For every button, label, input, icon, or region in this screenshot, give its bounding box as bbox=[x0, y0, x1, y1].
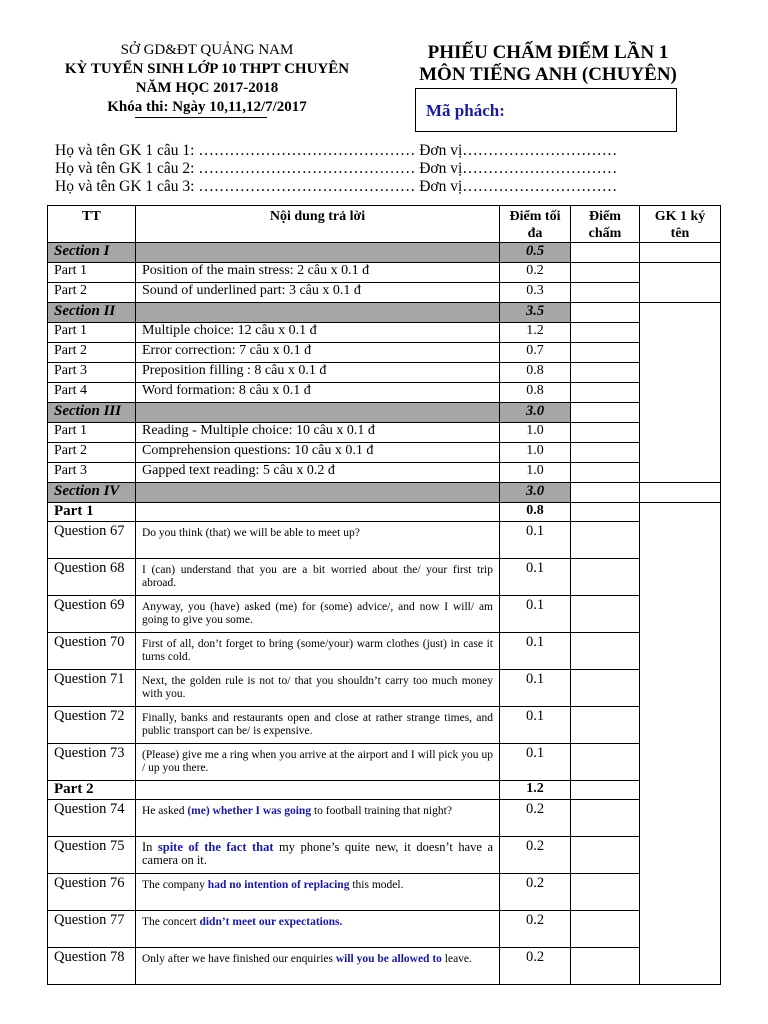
section-row bbox=[48, 303, 721, 323]
row-label: Question 73 bbox=[48, 744, 136, 781]
row-content: Comprehension questions: 10 câu x 0.1 đ bbox=[136, 443, 500, 463]
part-row bbox=[48, 443, 721, 463]
max-score: 0.1 bbox=[500, 633, 571, 670]
max-score: 1.2 bbox=[500, 781, 571, 800]
row-content bbox=[136, 911, 500, 948]
row-content bbox=[136, 483, 500, 503]
grader-sign-cell[interactable] bbox=[640, 263, 721, 303]
row-content bbox=[136, 243, 500, 263]
ma-phach-label: Mã phách: bbox=[426, 101, 505, 120]
heading-underline bbox=[135, 117, 267, 118]
score-input-cell[interactable] bbox=[571, 363, 640, 383]
row-label: Question 76 bbox=[48, 874, 136, 911]
max-score: 0.2 bbox=[500, 800, 571, 837]
max-score: 0.8 bbox=[500, 383, 571, 403]
row-label: Part 1 bbox=[48, 263, 136, 283]
answer-highlight: (me) whether I was going bbox=[187, 805, 312, 817]
row-label: Section I bbox=[48, 243, 136, 263]
row-content bbox=[136, 874, 500, 911]
score-input-cell[interactable] bbox=[571, 633, 640, 670]
sheet-title-line1: PHIẾU CHẤM ĐIỂM LẦN 1 bbox=[427, 42, 669, 63]
part-row bbox=[48, 503, 721, 522]
part-row bbox=[48, 383, 721, 403]
grader-sign-cell[interactable] bbox=[640, 483, 721, 503]
row-content bbox=[136, 800, 500, 837]
score-input-cell[interactable] bbox=[571, 303, 640, 323]
row-label: Part 1 bbox=[48, 423, 136, 443]
exam-date: Khóa thi: Ngày 10,11,12/7/2017 bbox=[107, 99, 307, 115]
row-content bbox=[136, 837, 500, 874]
department-heading bbox=[42, 41, 372, 117]
row-content bbox=[136, 744, 500, 781]
answer-highlight: had no intention of replacing bbox=[207, 879, 350, 891]
question-row bbox=[48, 837, 721, 874]
max-score: 0.2 bbox=[500, 263, 571, 283]
score-input-cell[interactable] bbox=[571, 837, 640, 874]
max-score: 0.1 bbox=[500, 522, 571, 559]
max-score: 0.2 bbox=[500, 948, 571, 985]
answer-text: (Please) give me a ring when you arrive at the airport and I will pick you up / up you there. bbox=[142, 749, 493, 774]
section-row bbox=[48, 403, 721, 423]
answer-text: In bbox=[142, 840, 158, 854]
row-content bbox=[136, 948, 500, 985]
row-label: Section II bbox=[48, 303, 136, 323]
score-input-cell[interactable] bbox=[571, 263, 640, 283]
answer-text: He asked bbox=[142, 805, 188, 817]
question-row bbox=[48, 874, 721, 911]
score-input-cell[interactable] bbox=[571, 323, 640, 343]
question-row bbox=[48, 800, 721, 837]
max-score: 0.7 bbox=[500, 343, 571, 363]
header-grader-sign: GK 1 ký tên bbox=[640, 206, 721, 243]
max-score: 0.1 bbox=[500, 670, 571, 707]
part-row bbox=[48, 323, 721, 343]
max-score: 0.1 bbox=[500, 559, 571, 596]
score-input-cell[interactable] bbox=[571, 423, 640, 443]
score-input-cell[interactable] bbox=[571, 503, 640, 522]
max-score: 3.0 bbox=[500, 483, 571, 503]
part-row bbox=[48, 283, 721, 303]
row-content bbox=[136, 633, 500, 670]
score-input-cell[interactable] bbox=[571, 243, 640, 263]
question-row bbox=[48, 707, 721, 744]
score-table bbox=[47, 205, 721, 985]
score-input-cell[interactable] bbox=[571, 383, 640, 403]
row-label: Part 1 bbox=[48, 503, 136, 522]
header-max-score: Điểm tối đa bbox=[500, 206, 571, 243]
row-content bbox=[136, 707, 500, 744]
row-label: Question 67 bbox=[48, 522, 136, 559]
grader-line-1: Họ và tên GK 1 câu 1: …………………………………… Đơn vị………………………… bbox=[55, 142, 618, 159]
part-row bbox=[48, 343, 721, 363]
score-input-cell[interactable] bbox=[571, 707, 640, 744]
row-label: Part 1 bbox=[48, 323, 136, 343]
row-content bbox=[136, 559, 500, 596]
question-row bbox=[48, 633, 721, 670]
row-label: Section III bbox=[48, 403, 136, 423]
score-input-cell[interactable] bbox=[571, 948, 640, 985]
exam-name: KỲ TUYỂN SINH LỚP 10 THPT CHUYÊN bbox=[64, 61, 350, 77]
max-score: 0.8 bbox=[500, 363, 571, 383]
row-content: Word formation: 8 câu x 0.1 đ bbox=[136, 383, 500, 403]
row-label: Part 3 bbox=[48, 363, 136, 383]
row-label: Part 2 bbox=[48, 443, 136, 463]
header-score: Điểm chấm bbox=[571, 206, 640, 243]
answer-text: Next, the golden rule is not to/ that you shouldn’t carry too much money with you. bbox=[142, 675, 493, 700]
sheet-title bbox=[395, 42, 701, 86]
sheet-title-line2: MÔN TIẾNG ANH (CHUYÊN) bbox=[419, 64, 677, 85]
row-label: Question 70 bbox=[48, 633, 136, 670]
score-input-cell[interactable] bbox=[571, 443, 640, 463]
row-label: Question 69 bbox=[48, 596, 136, 633]
score-input-cell[interactable] bbox=[571, 744, 640, 781]
header-tt: TT bbox=[48, 206, 136, 243]
grader-sign-cell[interactable] bbox=[640, 303, 721, 483]
max-score: 1.2 bbox=[500, 323, 571, 343]
row-content: Multiple choice: 12 câu x 0.1 đ bbox=[136, 323, 500, 343]
max-score: 0.1 bbox=[500, 744, 571, 781]
row-label: Question 78 bbox=[48, 948, 136, 985]
max-score: 1.0 bbox=[500, 463, 571, 483]
max-score: 3.0 bbox=[500, 403, 571, 423]
row-content: Preposition filling : 8 câu x 0.1 đ bbox=[136, 363, 500, 383]
score-input-cell[interactable] bbox=[571, 522, 640, 559]
row-content: Gapped text reading: 5 câu x 0.2 đ bbox=[136, 463, 500, 483]
max-score: 0.2 bbox=[500, 874, 571, 911]
part-row bbox=[48, 423, 721, 443]
table-header-row bbox=[48, 206, 721, 243]
row-label: Question 77 bbox=[48, 911, 136, 948]
grader-sign-cell[interactable] bbox=[640, 243, 721, 263]
row-label: Part 2 bbox=[48, 343, 136, 363]
score-input-cell[interactable] bbox=[571, 781, 640, 800]
answer-text: Anyway, you (have) asked (me) for (some) advice/, and now I will/ am going to give you some. bbox=[142, 601, 493, 626]
answer-text: Finally, banks and restaurants open and close at rather strange times, and public transport can be/ is expensive. bbox=[142, 712, 493, 737]
question-row bbox=[48, 911, 721, 948]
grader-line-2: Họ và tên GK 1 câu 2: …………………………………… Đơn vị………………………… bbox=[55, 160, 618, 177]
answer-text: Only after we have finished our enquiries bbox=[142, 953, 336, 965]
max-score: 0.8 bbox=[500, 503, 571, 522]
row-content bbox=[136, 403, 500, 423]
answer-text: The company bbox=[142, 879, 208, 891]
max-score: 0.1 bbox=[500, 707, 571, 744]
row-label: Part 4 bbox=[48, 383, 136, 403]
row-label: Part 3 bbox=[48, 463, 136, 483]
row-label: Question 71 bbox=[48, 670, 136, 707]
max-score: 0.3 bbox=[500, 283, 571, 303]
question-row bbox=[48, 559, 721, 596]
score-input-cell[interactable] bbox=[571, 483, 640, 503]
score-input-cell[interactable] bbox=[571, 800, 640, 837]
ma-phach-box[interactable] bbox=[415, 88, 677, 132]
score-input-cell[interactable] bbox=[571, 463, 640, 483]
row-content bbox=[136, 303, 500, 323]
row-label: Section IV bbox=[48, 483, 136, 503]
question-row bbox=[48, 522, 721, 559]
row-content bbox=[136, 522, 500, 559]
answer-text: The concert bbox=[142, 916, 200, 928]
question-row bbox=[48, 670, 721, 707]
header-content: Nội dung trả lời bbox=[136, 206, 500, 243]
part-row bbox=[48, 263, 721, 283]
max-score: 0.1 bbox=[500, 596, 571, 633]
row-content bbox=[136, 596, 500, 633]
answer-text: First of all, don’t forget to bring (some/your) warm clothes (just) in case it turns cold. bbox=[142, 638, 493, 663]
answer-text: this model. bbox=[349, 879, 404, 891]
row-label: Question 75 bbox=[48, 837, 136, 874]
answer-text: Do you think (that) we will be able to meet up? bbox=[142, 527, 360, 539]
answer-text: my phone’s quite new, it doesn’t have a camera on it. bbox=[142, 840, 493, 867]
part-row bbox=[48, 363, 721, 383]
score-input-cell[interactable] bbox=[571, 670, 640, 707]
section-row bbox=[48, 483, 721, 503]
row-label: Question 68 bbox=[48, 559, 136, 596]
score-input-cell[interactable] bbox=[571, 596, 640, 633]
part-row bbox=[48, 463, 721, 483]
answer-text: to football training that night? bbox=[311, 805, 452, 817]
max-score: 0.2 bbox=[500, 911, 571, 948]
row-content bbox=[136, 503, 500, 522]
answer-text: I (can) understand that you are a bit worried about the/ your first trip abroad. bbox=[142, 564, 493, 589]
score-input-cell[interactable] bbox=[571, 343, 640, 363]
school-year: NĂM HỌC 2017-2018 bbox=[135, 80, 279, 96]
max-score: 0.2 bbox=[500, 837, 571, 874]
part-row bbox=[48, 781, 721, 800]
row-label: Part 2 bbox=[48, 781, 136, 800]
max-score: 3.5 bbox=[500, 303, 571, 323]
score-input-cell[interactable] bbox=[571, 874, 640, 911]
row-content bbox=[136, 670, 500, 707]
row-content: Reading - Multiple choice: 10 câu x 0.1 đ bbox=[136, 423, 500, 443]
row-label: Question 72 bbox=[48, 707, 136, 744]
question-row bbox=[48, 948, 721, 985]
row-label: Part 2 bbox=[48, 283, 136, 303]
section-row bbox=[48, 243, 721, 263]
answer-highlight: will you be allowed to bbox=[335, 953, 442, 965]
max-score: 1.0 bbox=[500, 423, 571, 443]
department-name: SỞ GD&ĐT QUẢNG NAM bbox=[120, 42, 294, 58]
question-row bbox=[48, 596, 721, 633]
row-content: Error correction: 7 câu x 0.1 đ bbox=[136, 343, 500, 363]
score-input-cell[interactable] bbox=[571, 559, 640, 596]
max-score: 1.0 bbox=[500, 443, 571, 463]
score-input-cell[interactable] bbox=[571, 911, 640, 948]
score-input-cell[interactable] bbox=[571, 403, 640, 423]
row-content: Position of the main stress: 2 câu x 0.1 đ bbox=[136, 263, 500, 283]
answer-highlight: didn’t meet our expectations. bbox=[199, 916, 343, 928]
row-content: Sound of underlined part: 3 câu x 0.1 đ bbox=[136, 283, 500, 303]
answer-text: leave. bbox=[441, 953, 472, 965]
max-score: 0.5 bbox=[500, 243, 571, 263]
grader-line-3: Họ và tên GK 1 câu 3: …………………………………… Đơn vị………………………… bbox=[55, 178, 618, 195]
row-content bbox=[136, 781, 500, 800]
grader-sign-cell[interactable] bbox=[640, 503, 721, 985]
answer-highlight: spite of the fact that bbox=[157, 840, 274, 854]
question-row bbox=[48, 744, 721, 781]
row-label: Question 74 bbox=[48, 800, 136, 837]
score-input-cell[interactable] bbox=[571, 283, 640, 303]
